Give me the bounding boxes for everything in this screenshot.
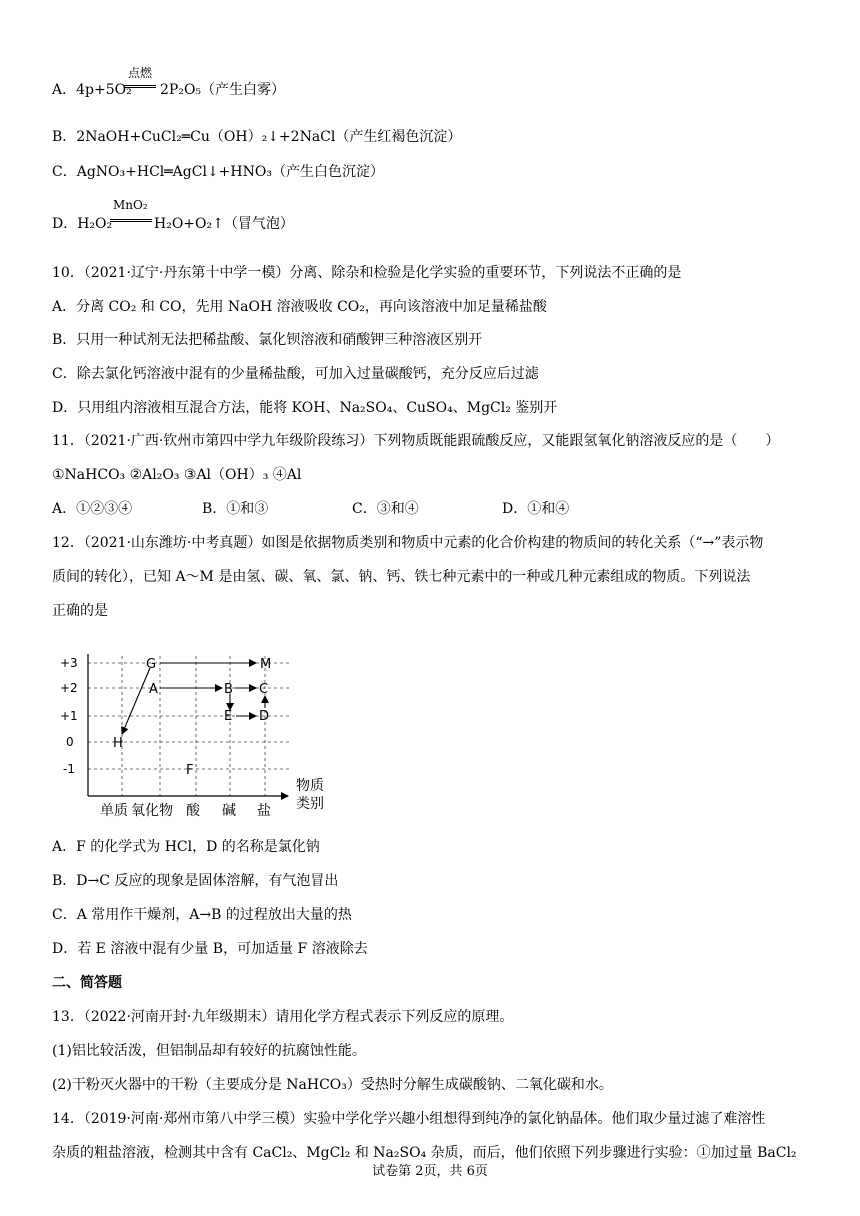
q9-option-a-lhs: A．4p+5O₂ [52, 82, 132, 98]
q12-option-c: C．A 常用作干燥剂，A→B 的过程放出大量的热 [52, 907, 352, 923]
x-cat-salt: 盐 [257, 803, 271, 819]
q9-option-a-condition: 点燃 [128, 66, 153, 80]
q11-option-a: A．①②③④ [52, 501, 133, 517]
point-d: D [259, 709, 270, 724]
x-axis-title-1: 物质 [296, 778, 324, 794]
q11-option-c: C．③和④ [352, 501, 419, 517]
x-axis-title-2: 类别 [296, 796, 324, 812]
q13-part1: (1)铝比较活泼，但铝制品却有较好的抗腐蚀性能。 [52, 1043, 366, 1059]
q10-option-a: A．分离 CO₂ 和 CO，先用 NaOH 溶液吸收 CO₂，再向该溶液中加足量稀盐酸 [52, 299, 547, 315]
q9-option-d-lhs: D．H₂O₂ [52, 216, 113, 232]
q10-option-c: C．除去氯化钙溶液中混有的少量稀盐酸，可加入过量碳酸钙，充分反应后过滤 [52, 366, 539, 382]
x-cat-element: 单质 [100, 803, 128, 819]
transformation-arrows [122, 663, 265, 734]
section-heading: 二、简答题 [52, 975, 122, 991]
q10-option-b: B．只用一种试剂无法把稀盐酸、氯化钡溶液和硝酸钾三种溶液区别开 [52, 332, 483, 348]
q12-stem-line3: 正确的是 [52, 603, 108, 619]
point-b: B [224, 682, 233, 697]
valence-class-diagram [50, 648, 350, 826]
q9-option-a-rhs: 2P₂O₅（产生白雾） [160, 82, 286, 98]
q10-stem: 10．（2021·辽宁·丹东第十中学一模）分离、除杂和检验是化学实验的重要环节，下列说法不正确的是 [52, 265, 682, 281]
x-cat-base: 碱 [222, 803, 236, 819]
point-e: E [224, 709, 233, 724]
y-tick-plus2: +2 [60, 681, 78, 695]
q9-option-c: C．AgNO₃+HCl═AgCl↓+HNO₃（产生白色沉淀） [52, 164, 384, 180]
x-cat-acid: 酸 [186, 803, 200, 819]
point-g: G [146, 657, 157, 672]
point-labels [113, 657, 271, 778]
y-tick-plus1: +1 [60, 709, 78, 723]
y-tick-plus3: +3 [60, 656, 78, 670]
q13-stem: 13．（2022·河南开封·九年级期末）请用化学方程式表示下列反应的原理。 [52, 1009, 514, 1025]
q9-option-d-equal-sign [110, 219, 152, 222]
page-footer: 试卷第 2页，共 6页 [372, 1164, 488, 1179]
point-h: H [113, 736, 123, 751]
q9-option-a-equal-sign [124, 85, 156, 88]
point-c: C [259, 682, 269, 697]
q12-option-a: A．F 的化学式为 HCl，D 的名称是氯化钠 [52, 839, 320, 855]
q10-option-d: D．只用组内溶液相互混合方法，能将 KOH、Na₂SO₄、CuSO₄、MgCl₂ 鉴别开 [52, 400, 558, 416]
y-tick-minus1: -1 [63, 762, 75, 776]
q9-option-b: B．2NaOH+CuCl₂═Cu（OH）₂↓+2NaCl（产生红褐色沉淀） [52, 129, 462, 145]
q11-option-d: D．①和④ [502, 501, 570, 517]
q11-items: ①NaHCO₃ ②Al₂O₃ ③Al（OH）₃ ④Al [52, 467, 302, 483]
y-tick-zero: 0 [66, 735, 74, 749]
q11-option-b: B．①和③ [202, 501, 269, 517]
q12-option-b: B．D→C 反应的现象是固体溶解，有气泡冒出 [52, 873, 339, 889]
q12-stem-line1: 12．（2021·山东潍坊·中考真题）如图是依据物质类别和物质中元素的化合价构建的物质间的转化关系（“→”表示物 [52, 535, 764, 551]
q9-option-d-rhs: H₂O+O₂↑（冒气泡） [154, 216, 294, 232]
point-m: M [260, 657, 272, 672]
point-a: A [149, 682, 158, 697]
q12-stem-line2: 质间的转化），已知 A～M 是由氢、碳、氧、氯、钠、钙、铁七种元素中的一种或几种元素组成的物质。下列说法 [52, 569, 751, 585]
q13-part2: (2)干粉灭火器中的干粉（主要成分是 NaHCO₃）受热时分解生成碳酸钠、二氧化碳和水。 [52, 1077, 613, 1093]
q14-line1: 14．（2019·河南·郑州市第八中学三模）实验中学化学兴趣小组想得到纯净的氯化钠晶体。他们取少量过滤了难溶性 [52, 1111, 766, 1127]
q12-option-d: D．若 E 溶液中混有少量 B，可加适量 F 溶液除去 [52, 941, 368, 957]
q14-line2: 杂质的粗盐溶液，检测其中含有 CaCl₂、MgCl₂ 和 Na₂SO₄ 杂质，而后，他们依照下列步骤进行实验：①加过量 BaCl₂ [52, 1145, 797, 1161]
q9-option-d-condition: MnO₂ [113, 198, 148, 212]
q11-stem: 11．（2021·广西·钦州市第四中学九年级阶段练习）下列物质既能跟硫酸反应，又能跟氢氧化钠溶液反应的是（ ） [52, 433, 780, 449]
x-cat-oxide: 氧化物 [131, 803, 173, 819]
point-f: F [186, 763, 194, 778]
